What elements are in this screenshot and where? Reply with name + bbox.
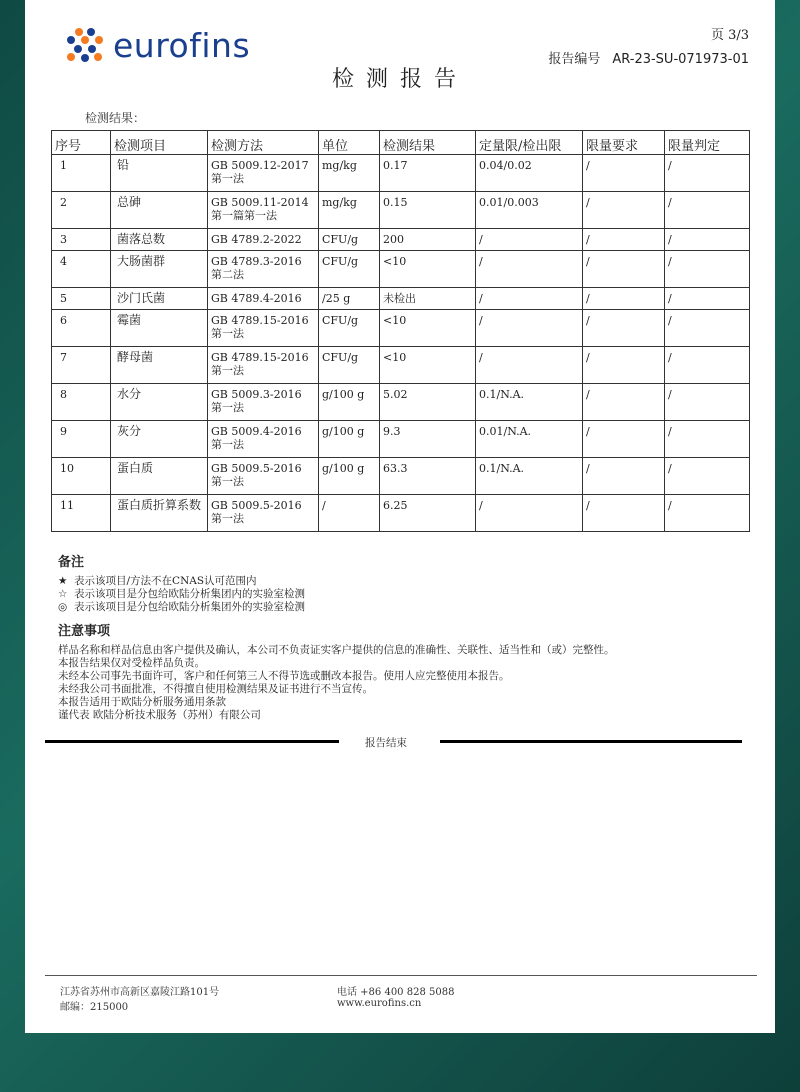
end-divider-right: [440, 740, 742, 743]
notice-line: 样品名称和样品信息由客户提供及确认，本公司不负责证实客户提供的信息的准确性、关联性、适当性和（或）完整性。: [58, 644, 615, 656]
test-result-cell: 0.17: [380, 155, 476, 192]
limit-judgement-cell: /: [665, 310, 750, 347]
limit-requirement-cell: /: [583, 384, 665, 421]
unit-cell: g/100 g: [319, 421, 380, 458]
star-outline-icon: ☆: [58, 588, 68, 600]
test-result-cell: 9.3: [380, 421, 476, 458]
limit-judgement-cell: /: [665, 155, 750, 192]
row-number-cell: 11: [52, 495, 111, 532]
row-number-cell: 6: [52, 310, 111, 347]
table-row: [52, 347, 750, 384]
logo-text: eurofins: [113, 26, 251, 65]
method-line: 第一法: [211, 438, 244, 451]
notice-line: 未经我公司书面批准，不得擅自使用检测结果及证书进行不当宣传。: [58, 683, 373, 695]
limit-requirement-cell: /: [583, 192, 665, 229]
method-line: GB 5009.11-2014: [211, 196, 309, 209]
row-number-cell: 8: [52, 384, 111, 421]
method-line: 第一法: [211, 364, 244, 377]
notice-line: 本报告结果仅对受检样品负责。: [58, 657, 205, 669]
quantitation-limit-cell: 0.04/0.02: [476, 155, 583, 192]
test-item-cell: 沙门氏菌: [111, 288, 208, 310]
test-result-cell: 200: [380, 229, 476, 251]
table-row: [52, 458, 750, 495]
method-line: 第一法: [211, 401, 244, 414]
limit-judgement-cell: /: [665, 421, 750, 458]
test-method-cell: [208, 495, 319, 532]
report-end-text: 报告结束: [365, 737, 407, 749]
test-item-cell: 水分: [111, 384, 208, 421]
remark-line: [58, 599, 305, 614]
test-result-cell: 63.3: [380, 458, 476, 495]
notice-line: 本报告适用于欧陆分析服务通用条款: [58, 696, 226, 708]
footer-address: 江苏省苏州市高新区嘉陵江路101号: [60, 987, 220, 998]
unit-cell: CFU/g: [319, 347, 380, 384]
limit-requirement-cell: /: [583, 288, 665, 310]
test-result-cell: <10: [380, 251, 476, 288]
column-header: 限量要求: [583, 131, 665, 155]
test-method-cell: [208, 229, 319, 251]
table-row: [52, 288, 750, 310]
star-filled-icon: ★: [58, 575, 68, 587]
quantitation-limit-cell: 0.01/0.003: [476, 192, 583, 229]
column-header: 单位: [319, 131, 380, 155]
test-method-cell: [208, 251, 319, 288]
test-method-cell: [208, 384, 319, 421]
row-number-cell: 1: [52, 155, 111, 192]
report-number-label: 报告编号: [548, 52, 601, 67]
table-row: [52, 251, 750, 288]
method-line: 第一法: [211, 327, 244, 340]
test-method-cell: [208, 347, 319, 384]
limit-judgement-cell: /: [665, 229, 750, 251]
test-result-cell: 未检出: [380, 288, 476, 310]
test-result-cell: 6.25: [380, 495, 476, 532]
test-method-cell: [208, 155, 319, 192]
row-number-cell: 5: [52, 288, 111, 310]
unit-cell: g/100 g: [319, 384, 380, 421]
method-line: 第一法: [211, 512, 244, 525]
test-item-cell: 菌落总数: [111, 229, 208, 251]
footer-phone: 电话 +86 400 828 5088: [337, 987, 455, 998]
remark-text: 表示该项目是分包给欧陆分析集团外的实验室检测: [74, 601, 305, 613]
test-method-cell: [208, 288, 319, 310]
footer-divider: [45, 975, 757, 976]
limit-requirement-cell: /: [583, 495, 665, 532]
limit-requirement-cell: /: [583, 251, 665, 288]
method-line: GB 4789.4-2016: [211, 292, 302, 305]
method-line: 第一法: [211, 172, 244, 185]
notice-title: 注意事项: [58, 624, 111, 639]
quantitation-limit-cell: /: [476, 288, 583, 310]
table-body: [52, 155, 750, 532]
test-method-cell: [208, 310, 319, 347]
limit-requirement-cell: /: [583, 155, 665, 192]
table-row: [52, 192, 750, 229]
unit-cell: mg/kg: [319, 192, 380, 229]
quantitation-limit-cell: 0.01/N.A.: [476, 421, 583, 458]
unit-cell: /25 g: [319, 288, 380, 310]
test-item-cell: 酵母菌: [111, 347, 208, 384]
notice-line: 谨代表 欧陆分析技术服务（苏州）有限公司: [58, 709, 261, 721]
column-header: 检测结果: [380, 131, 476, 155]
row-number-cell: 9: [52, 421, 111, 458]
unit-cell: CFU/g: [319, 251, 380, 288]
unit-cell: CFU/g: [319, 310, 380, 347]
footer-postcode: 邮编：215000: [60, 1002, 129, 1013]
table-row: [52, 384, 750, 421]
quantitation-limit-cell: /: [476, 310, 583, 347]
test-result-cell: <10: [380, 310, 476, 347]
limit-judgement-cell: /: [665, 192, 750, 229]
column-header: 检测项目: [111, 131, 208, 155]
report-page: [25, 0, 775, 1033]
test-result-cell: 0.15: [380, 192, 476, 229]
limit-judgement-cell: /: [665, 384, 750, 421]
footer-website: www.eurofins.cn: [337, 998, 422, 1009]
eurofins-logo-icon: [65, 26, 107, 66]
test-method-cell: [208, 458, 319, 495]
limit-requirement-cell: /: [583, 310, 665, 347]
limit-requirement-cell: /: [583, 229, 665, 251]
end-divider-left: [45, 740, 339, 743]
row-number-cell: 2: [52, 192, 111, 229]
method-line: GB 5009.4-2016: [211, 425, 302, 438]
method-line: GB 5009.5-2016: [211, 462, 302, 475]
quantitation-limit-cell: 0.1/N.A.: [476, 384, 583, 421]
results-table: [51, 130, 750, 532]
method-line: 第二法: [211, 268, 244, 281]
test-item-cell: 蛋白质: [111, 458, 208, 495]
test-item-cell: 铅: [111, 155, 208, 192]
row-number-cell: 3: [52, 229, 111, 251]
limit-judgement-cell: /: [665, 288, 750, 310]
limit-requirement-cell: /: [583, 347, 665, 384]
test-item-cell: 总砷: [111, 192, 208, 229]
test-result-cell: <10: [380, 347, 476, 384]
eurofins-logo: [65, 26, 250, 66]
limit-judgement-cell: /: [665, 347, 750, 384]
table-header-row: [52, 131, 750, 155]
table-row: [52, 495, 750, 532]
row-number-cell: 4: [52, 251, 111, 288]
limit-requirement-cell: /: [583, 458, 665, 495]
remark-text: 表示该项目/方法不在CNAS认可范围内: [74, 575, 257, 587]
report-number-value: AR-23-SU-071973-01: [612, 52, 749, 67]
limit-judgement-cell: /: [665, 458, 750, 495]
unit-cell: mg/kg: [319, 155, 380, 192]
remark-text: 表示该项目是分包给欧陆分析集团内的实验室检测: [74, 588, 305, 600]
unit-cell: /: [319, 495, 380, 532]
method-line: 第一篇第一法: [211, 209, 277, 222]
method-line: GB 5009.3-2016: [211, 388, 302, 401]
table-row: [52, 229, 750, 251]
notice-line: 未经本公司事先书面许可，客户和任何第三人不得节选或删改本报告。使用人应完整使用本报告。: [58, 670, 510, 682]
method-line: GB 5009.5-2016: [211, 499, 302, 512]
quantitation-limit-cell: /: [476, 347, 583, 384]
remarks-title: 备注: [58, 555, 85, 570]
table-row: [52, 421, 750, 458]
table-row: [52, 310, 750, 347]
method-line: GB 4789.2-2022: [211, 233, 302, 246]
quantitation-limit-cell: /: [476, 251, 583, 288]
quantitation-limit-cell: 0.1/N.A.: [476, 458, 583, 495]
document-title: 检测报告: [331, 67, 468, 92]
unit-cell: g/100 g: [319, 458, 380, 495]
bullseye-icon: ◎: [58, 601, 68, 613]
method-line: 第一法: [211, 475, 244, 488]
column-header: 序号: [52, 131, 111, 155]
unit-cell: CFU/g: [319, 229, 380, 251]
table-row: [52, 155, 750, 192]
quantitation-limit-cell: /: [476, 495, 583, 532]
test-item-cell: 蛋白质折算系数: [111, 495, 208, 532]
method-line: GB 4789.3-2016: [211, 255, 302, 268]
limit-requirement-cell: /: [583, 421, 665, 458]
row-number-cell: 7: [52, 347, 111, 384]
test-item-cell: 灰分: [111, 421, 208, 458]
test-method-cell: [208, 421, 319, 458]
method-line: GB 4789.15-2016: [211, 351, 309, 364]
method-line: GB 5009.12-2017: [211, 159, 309, 172]
test-result-cell: 5.02: [380, 384, 476, 421]
test-method-cell: [208, 192, 319, 229]
column-header: 定量限/检出限: [476, 131, 583, 155]
quantitation-limit-cell: /: [476, 229, 583, 251]
results-label: 检测结果：: [85, 111, 146, 125]
limit-judgement-cell: /: [665, 251, 750, 288]
test-item-cell: 霉菌: [111, 310, 208, 347]
page-number: 页 3/3: [710, 28, 749, 43]
test-item-cell: 大肠菌群: [111, 251, 208, 288]
limit-judgement-cell: /: [665, 495, 750, 532]
method-line: GB 4789.15-2016: [211, 314, 309, 327]
column-header: 检测方法: [208, 131, 319, 155]
row-number-cell: 10: [52, 458, 111, 495]
column-header: 限量判定: [665, 131, 750, 155]
